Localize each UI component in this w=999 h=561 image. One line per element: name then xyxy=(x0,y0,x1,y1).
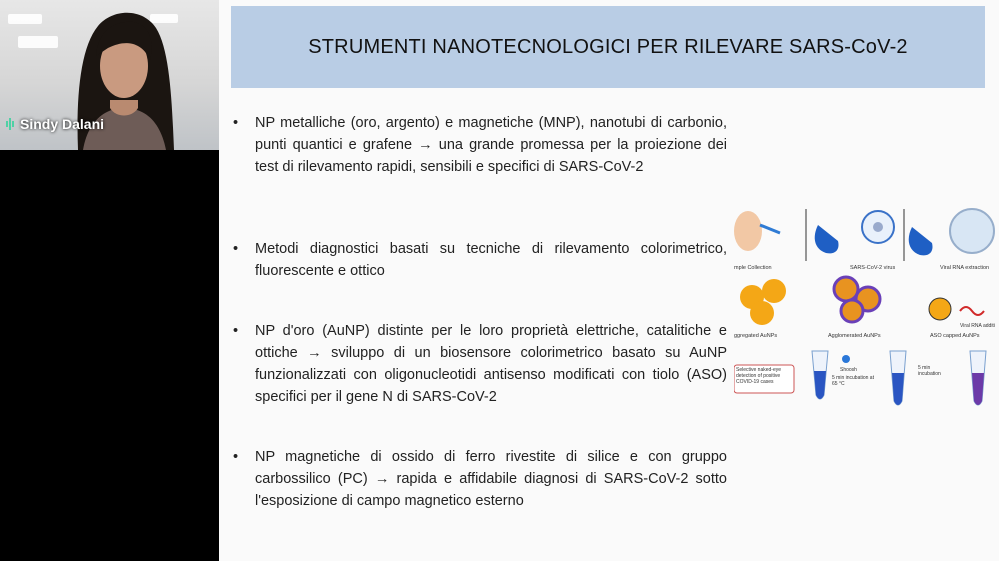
rna-sample-icon xyxy=(950,209,994,253)
aso-nanoparticle-icon xyxy=(929,298,951,320)
agglomerated-nanoparticle-icon xyxy=(841,300,863,322)
bullet-dot: • xyxy=(233,115,239,131)
bullet-text: NP magnetiche di ossido di ferro rivestite di silice e con gruppo carbossilico (PC) → rapida e affidabile diagnosi di SARS-CoV-2 sotto l'esposizione di campo magnetico esterno xyxy=(255,449,727,509)
figure-label: SARS-CoV-2 virus xyxy=(850,265,896,271)
bullet-dot: • xyxy=(233,323,239,339)
figure-label: 5 min incubation xyxy=(918,365,941,377)
participant-name: Sindy Dalani xyxy=(20,116,105,132)
rna-strand-icon xyxy=(960,307,984,315)
bullet-dot: • xyxy=(233,241,239,257)
bullet-item xyxy=(233,112,727,178)
presentation-slide xyxy=(219,0,999,561)
participant-name-tag xyxy=(6,116,104,132)
ceiling-light xyxy=(8,14,42,24)
mic-active-icon xyxy=(6,118,14,130)
gold-nanoparticle-icon xyxy=(750,301,774,325)
participant-video-tile[interactable] xyxy=(0,0,230,150)
figure-label: 5 min incubation at 65 °C xyxy=(832,375,874,387)
figure-label: ggregated AuNPs xyxy=(734,333,778,339)
figure-label: mple Collection xyxy=(734,265,772,271)
face-icon xyxy=(734,211,762,251)
ceiling-light xyxy=(18,36,58,48)
slide-title: STRUMENTI NANOTECNOLOGICI PER RILEVARE SARS-CoV-2 xyxy=(308,35,908,58)
figure-label: Agglomerated AuNPs xyxy=(828,333,881,339)
figure-label: ASO capped AuNPs xyxy=(930,333,980,339)
slide-header xyxy=(231,6,985,88)
drop-icon xyxy=(842,355,850,363)
figure-label: Viral RNA extraction xyxy=(940,265,990,271)
bullet-item xyxy=(233,320,727,408)
bullet-dot: • xyxy=(233,449,239,465)
bullet-text: NP d'oro (AuNP) distinte per le loro proprietà elettriche, catalitiche e ottiche → sviluppo di un biosensore colorimetrico basato su AuNP funzionalizzati con oligonucleotidi antisenso modificati con tiolo (ASO) specifici per il gene N di SARS-CoV-2 xyxy=(255,323,727,405)
figure-label: Selective naked-eye detection of positive COVID-19 cases xyxy=(736,367,782,385)
gloved-hand-icon xyxy=(815,225,839,253)
workflow-illustration xyxy=(734,205,996,415)
diagnostic-workflow-figure xyxy=(734,205,996,415)
bullet-item xyxy=(233,238,727,282)
bullet-text: NP metalliche (oro, argento) e magnetiche (MNP), nanotubi di carbonio, punti quantici e grafene → una grande promessa per la proiezione dei test di rilevamento rapidi, sensibili e specifici di SARS-CoV-2 xyxy=(255,115,727,175)
bullet-text: Metodi diagnostici basati su tecniche di rilevamento colorimetrico, fluorescente e ottico xyxy=(255,241,727,279)
gloved-hand-icon xyxy=(909,227,933,255)
figure-label: Viral RNA additi xyxy=(960,323,995,329)
figure-label: Shoosh xyxy=(840,367,857,373)
bullet-item xyxy=(233,446,727,512)
